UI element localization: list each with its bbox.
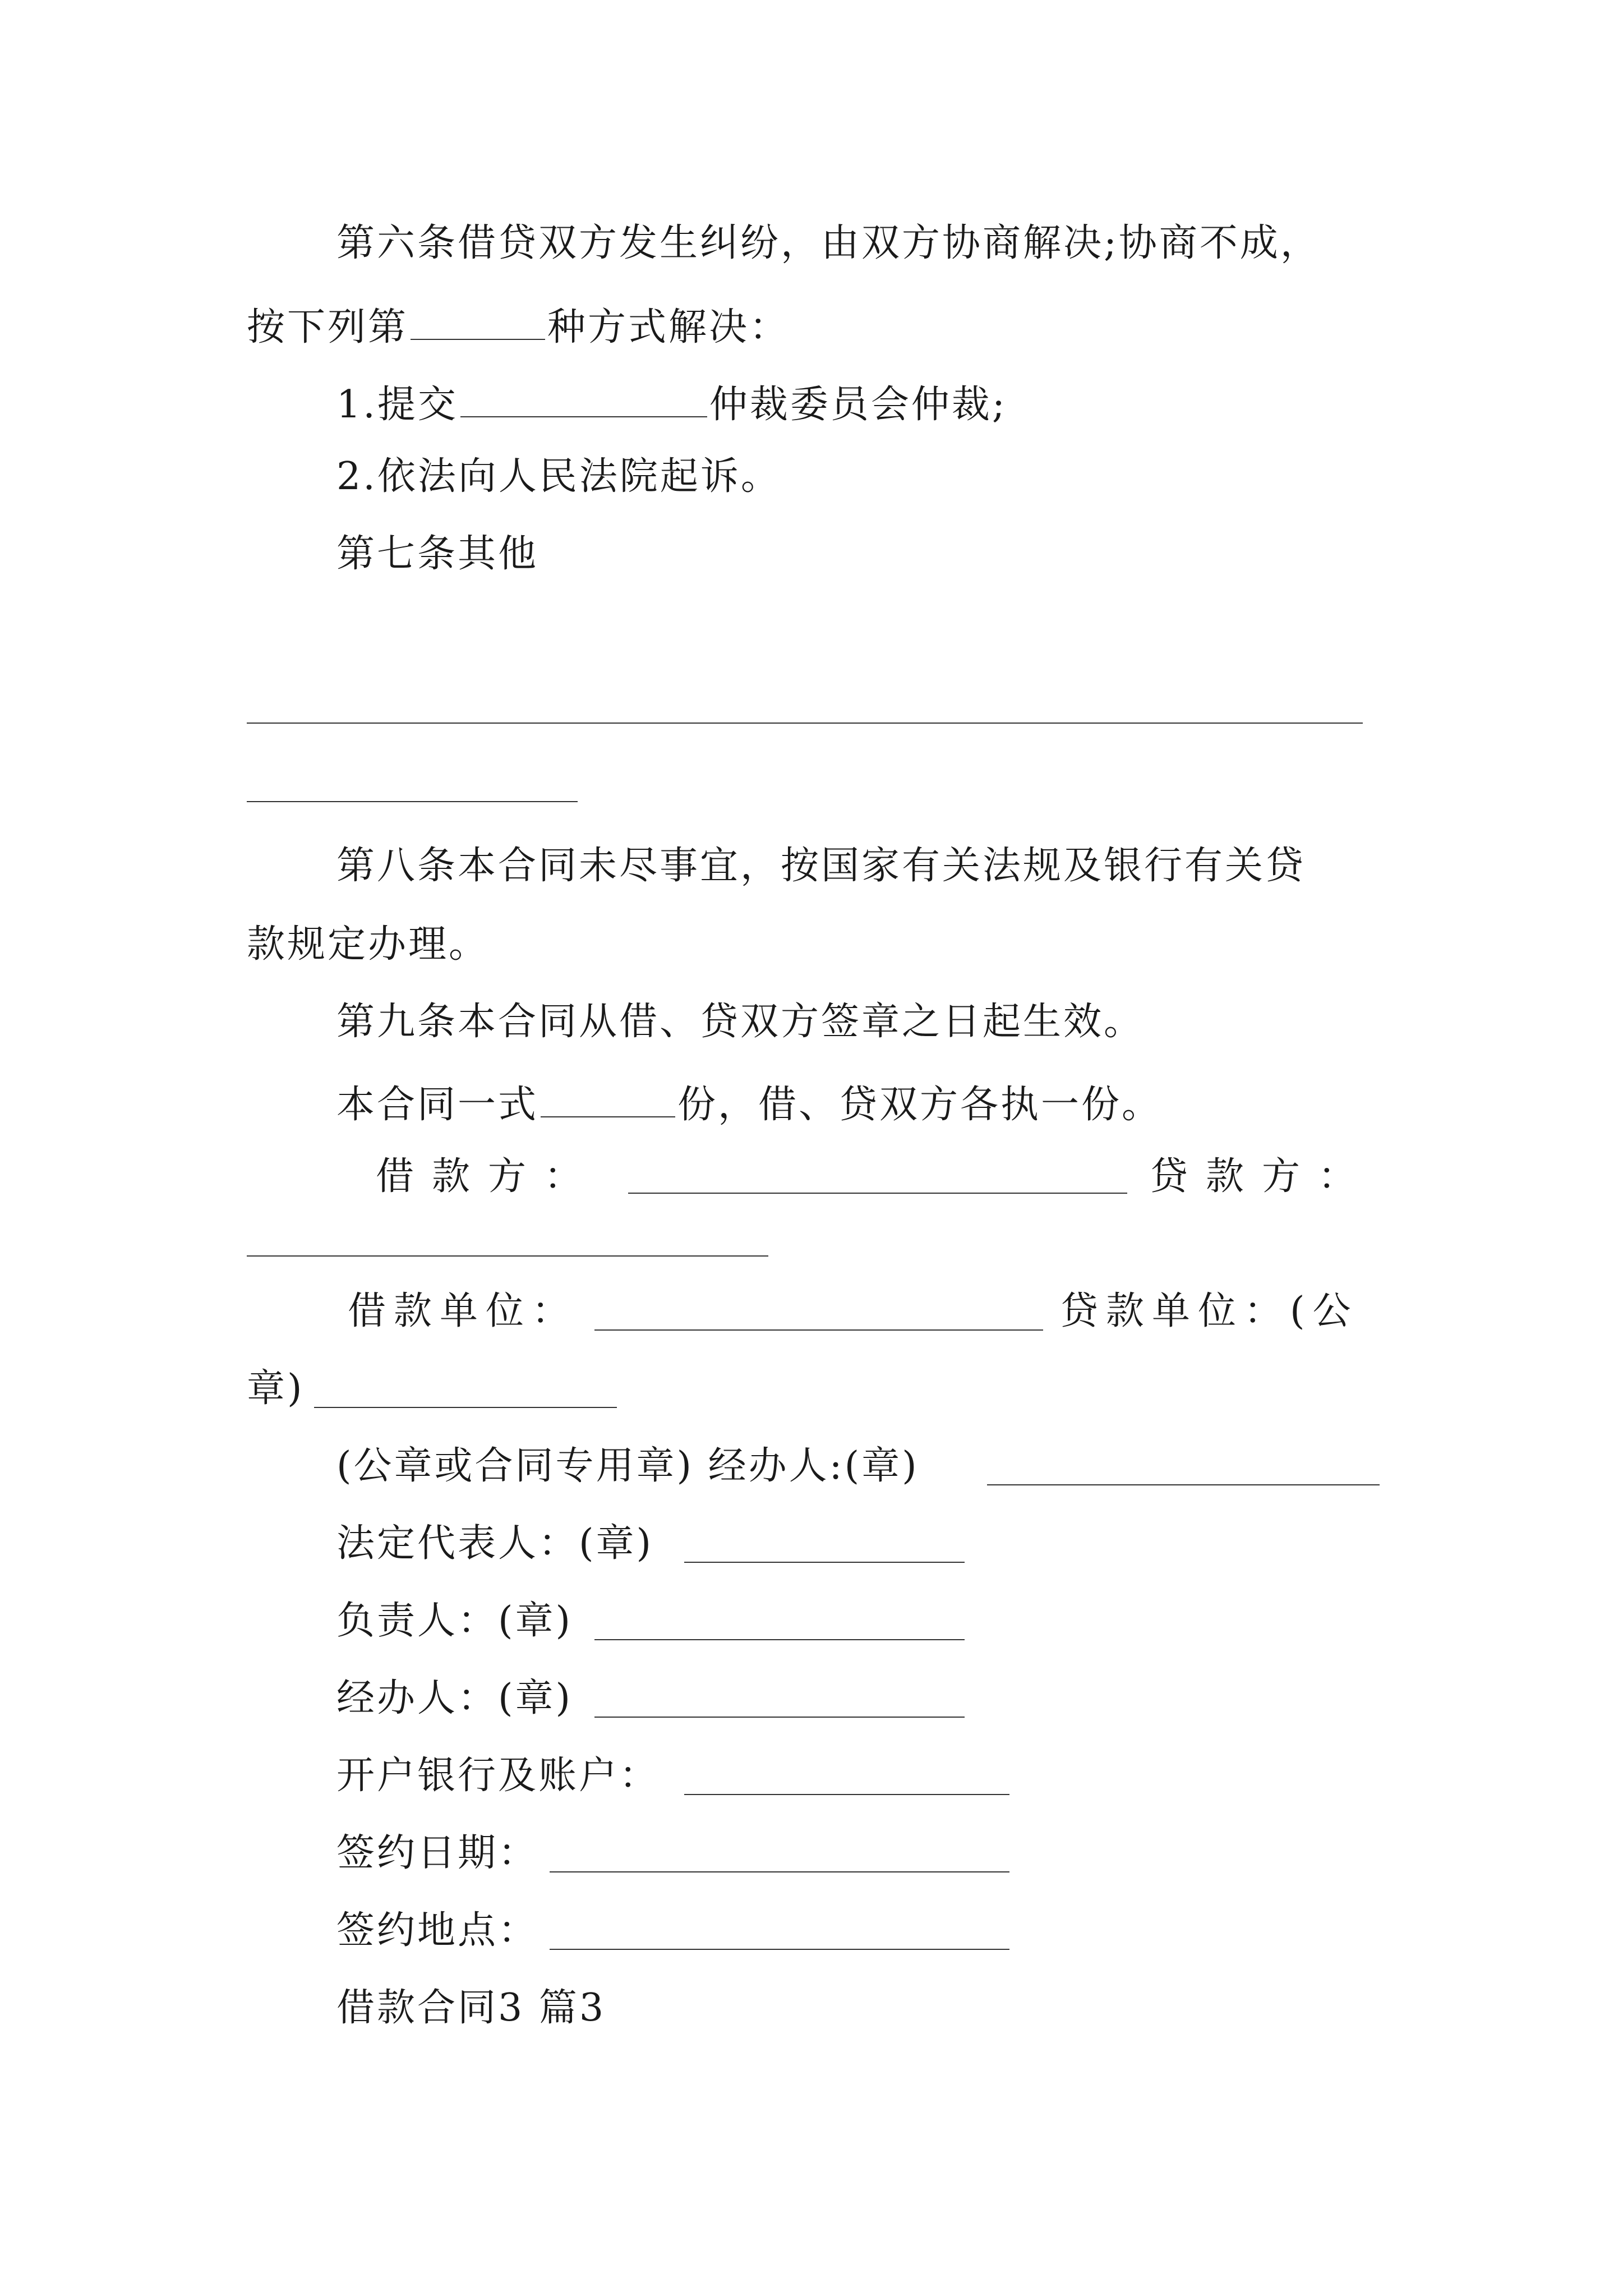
borrower-unit-label: 借款单位： (348, 1289, 578, 1333)
sign-date-label: 签约日期： (336, 1831, 539, 1875)
lender-label: 贷款方： (1150, 1154, 1375, 1199)
person-in-charge-label: 负责人：(章) (336, 1599, 573, 1643)
seal-and-handler-label: (公章或合同专用章) 经办人:(章) (336, 1444, 919, 1488)
borrower-label: 借款方： (376, 1154, 601, 1199)
lender-unit-label: 贷款单位：(公 (1060, 1289, 1359, 1333)
handler-blank (594, 1717, 965, 1718)
lender-unit-seal-blank (314, 1407, 617, 1408)
legal-representative-blank (684, 1562, 965, 1563)
handler-seal-blank (987, 1484, 1380, 1485)
lender-unit-continued: 章) (247, 1366, 305, 1411)
other-terms-rule-1 (247, 723, 1363, 724)
person-in-charge-blank (594, 1639, 965, 1640)
article-6-pre-text: 按下列第 (247, 305, 409, 349)
article-6-line-1: 第六条借贷双方发生纠纷，由双方协商解决;协商不成， (336, 221, 1321, 265)
handler-label: 经办人：(章) (336, 1676, 573, 1720)
sign-place-label: 签约地点： (336, 1908, 539, 1953)
next-section-title: 借款合同3 篇3 (336, 1986, 606, 2030)
copies-pre-text: 本合同一式 (336, 1083, 539, 1127)
copies-post-text: 份，借、贷双方各执一份。 (677, 1083, 1163, 1127)
option-1-post-text: 仲裁委员会仲裁; (709, 383, 1007, 427)
article-9-line: 第九条本合同从借、贷双方签章之日起生效。 (336, 1000, 1145, 1044)
article-6-post-text: 种方式解决： (547, 305, 790, 349)
article-6-line-2 (247, 303, 790, 347)
sign-date-blank (550, 1871, 1009, 1872)
bank-account-label: 开户银行及账户： (336, 1754, 660, 1798)
article-8-line-1: 第八条本合同未尽事宜，按国家有关法规及银行有关贷 (336, 844, 1306, 888)
copies-line (336, 1080, 1163, 1127)
option-1-pre-text: 1.提交 (336, 383, 458, 427)
borrower-unit-blank (594, 1329, 1043, 1331)
article-8-line-2: 款规定办理。 (247, 922, 490, 967)
bank-account-blank (684, 1794, 1009, 1795)
arbitration-commission-blank (460, 380, 707, 417)
option-1-line (336, 380, 1007, 427)
sign-place-blank (550, 1949, 1009, 1950)
option-2-line: 2.依法向人民法院起诉。 (336, 454, 781, 499)
borrower-name-blank (628, 1193, 1127, 1194)
other-terms-rule-2 (247, 801, 578, 802)
method-number-blank (411, 303, 545, 340)
legal-representative-label: 法定代表人：(章) (336, 1521, 654, 1566)
lender-name-blank (247, 1255, 768, 1257)
copies-count-blank (541, 1080, 675, 1117)
article-7-heading: 第七条其他 (336, 532, 539, 576)
